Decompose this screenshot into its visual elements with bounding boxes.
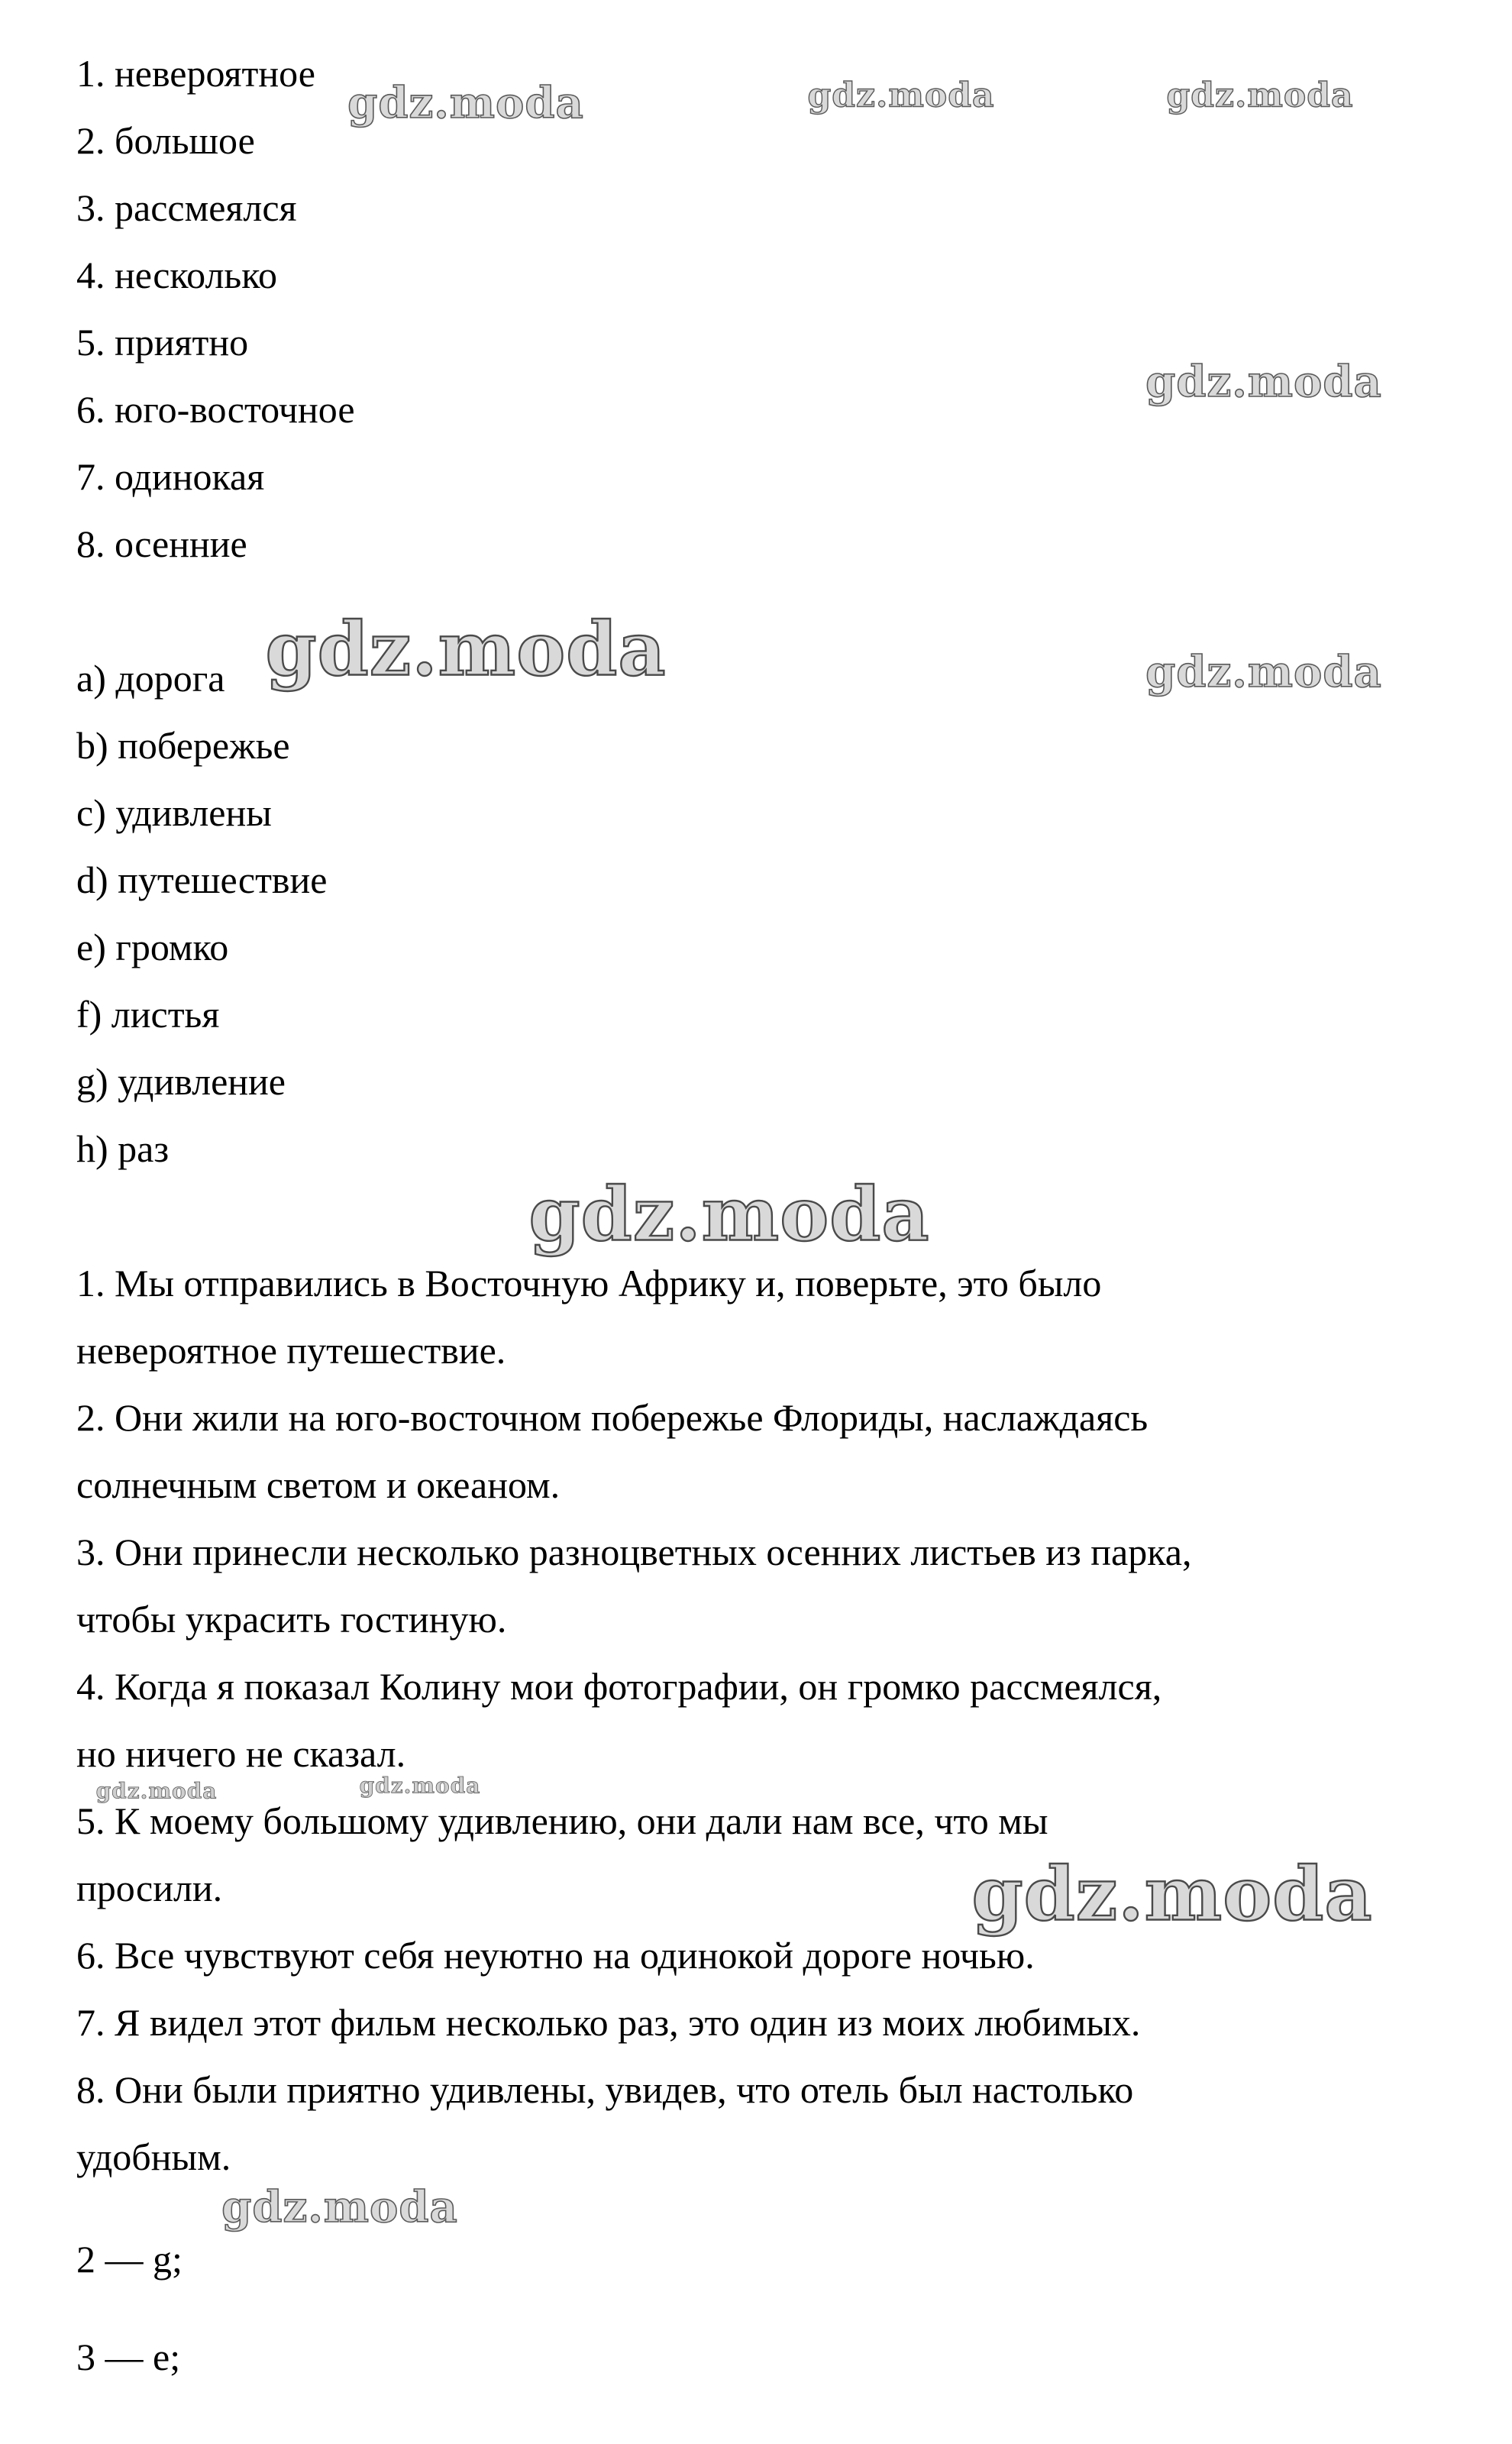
watermark: gdz.moda bbox=[359, 1773, 481, 1799]
match-item: 2 — g; bbox=[76, 2238, 183, 2281]
sentence-line: 6. Все чувствуют себя неуютно на одинокой дороге ночью. bbox=[76, 1934, 1035, 1977]
list-item: d) путешествие bbox=[76, 858, 328, 901]
watermark: gdz.moda bbox=[347, 78, 584, 128]
sentence-line: 5. К моему большому удивлению, они дали нам все, что мы bbox=[76, 1799, 1048, 1842]
sentence-line: 3. Они принесли несколько разноцветных осенних листьев из парка, bbox=[76, 1531, 1192, 1573]
list-item: 7. одинокая bbox=[76, 455, 265, 498]
list-item: 4. несколько bbox=[76, 254, 277, 296]
list-item: b) побережье bbox=[76, 724, 290, 767]
list-item: 3. рассмеялся bbox=[76, 186, 297, 229]
watermark: gdz.moda bbox=[807, 76, 995, 115]
watermark: gdz.moda bbox=[528, 1171, 930, 1258]
watermark: gdz.moda bbox=[221, 2182, 458, 2232]
list-item: f) листья bbox=[76, 993, 220, 1036]
list-item: e) громко bbox=[76, 926, 229, 968]
sentence-line: невероятное путешествие. bbox=[76, 1329, 506, 1372]
list-item: a) дорога bbox=[76, 657, 225, 700]
watermark: gdz.moda bbox=[1145, 357, 1382, 407]
watermark: gdz.moda bbox=[1166, 76, 1354, 115]
sentence-line: 2. Они жили на юго-восточном побережье Флориды, наслаждаясь bbox=[76, 1396, 1149, 1439]
watermark: gdz.moda bbox=[265, 606, 667, 693]
sentence-line: солнечным светом и океаном. bbox=[76, 1463, 561, 1506]
list-item: c) удивлены bbox=[76, 791, 272, 834]
list-item: 1. невероятное bbox=[76, 52, 315, 95]
sentence-line: просили. bbox=[76, 1867, 223, 1909]
sentence-line: но ничего не сказал. bbox=[76, 1732, 406, 1775]
list-item: 8. осенние bbox=[76, 522, 247, 565]
sentence-line: удобным. bbox=[76, 2135, 231, 2178]
match-item: 3 — e; bbox=[76, 2336, 181, 2378]
list-item: h) раз bbox=[76, 1127, 170, 1170]
list-item: 6. юго-восточное bbox=[76, 388, 355, 431]
watermark: gdz.moda bbox=[95, 1778, 218, 1804]
list-item: 2. большое bbox=[76, 119, 255, 162]
watermark: gdz.moda bbox=[1145, 647, 1382, 697]
list-item: g) удивление bbox=[76, 1060, 286, 1103]
sentence-line: 8. Они были приятно удивлены, увидев, что отель был настолько bbox=[76, 2068, 1134, 2111]
sentence-line: 7. Я видел этот фильм несколько раз, это один из моих любимых. bbox=[76, 2001, 1141, 2044]
sentence-line: 1. Мы отправились в Восточную Африку и, поверьте, это было bbox=[76, 1262, 1102, 1304]
list-item: 5. приятно bbox=[76, 321, 249, 364]
sentence-line: чтобы украсить гостиную. bbox=[76, 1598, 507, 1641]
watermark: gdz.moda bbox=[971, 1851, 1373, 1938]
sentence-line: 4. Когда я показал Колину мои фотографии, он громко рассмеялся, bbox=[76, 1665, 1162, 1708]
